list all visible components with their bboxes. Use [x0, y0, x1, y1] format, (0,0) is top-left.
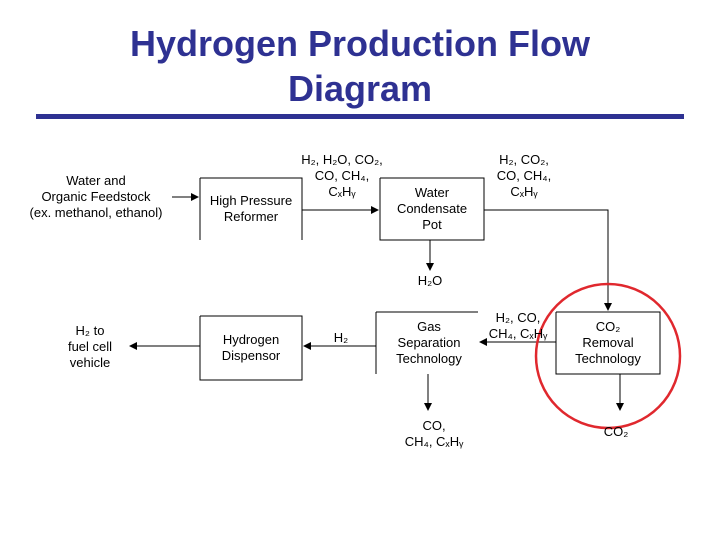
- vehicle-line-3: vehicle: [69, 355, 111, 370]
- reformer-line-2: Reformer: [223, 209, 279, 224]
- pot-line-2: Condensate: [396, 201, 468, 216]
- co2-removal-line-3: Technology: [575, 351, 641, 366]
- vehicle-line-1: H₂ to: [75, 323, 105, 338]
- reformer-output-stream: [294, 152, 390, 200]
- co2-in-line-2: CH₄, CₓHᵧ: [488, 326, 548, 341]
- dispenser-label: [200, 316, 302, 380]
- co2-removal-line-1: CO₂: [595, 319, 621, 334]
- separation-line-3: Technology: [396, 351, 462, 366]
- reformer-label: [200, 178, 302, 240]
- pot-output-stream: [484, 152, 564, 200]
- dispenser-line-1: Hydrogen: [222, 332, 280, 347]
- feedstock-line-1: Water and: [66, 173, 126, 188]
- condensate-pot-label: [380, 178, 484, 240]
- co2-removal-line-2: Removal: [582, 335, 634, 350]
- vehicle-line-2: fuel cell: [67, 339, 113, 354]
- separation-line-1: Gas: [417, 319, 441, 334]
- vehicle-label: [50, 320, 130, 374]
- gas-separation-label: [378, 312, 480, 374]
- co2-in-line-1: H₂, CO,: [495, 310, 541, 325]
- separation-output-stream: [396, 418, 472, 450]
- co2-removal-input-stream: [482, 310, 554, 342]
- pot-out-line-1: H₂, CO₂,: [499, 152, 549, 167]
- pot-line-1: Water: [414, 185, 450, 200]
- reformer-out-line-3: CₓHᵧ: [328, 184, 356, 199]
- separation-out-line-1: CO,: [422, 418, 446, 433]
- page-title-line2: Diagram: [287, 68, 433, 109]
- separation-out-line-2: CH₄, CₓHᵧ: [404, 434, 464, 449]
- reformer-out-line-1: H₂, H₂O, CO₂,: [301, 152, 383, 167]
- feedstock-label: [16, 170, 176, 224]
- co2-removal-label: [556, 312, 660, 374]
- feedstock-line-3: (ex. methanol, ethanol): [29, 205, 163, 220]
- dispenser-line-2: Dispensor: [221, 348, 281, 363]
- reformer-out-line-2: CO, CH₄,: [314, 168, 370, 183]
- pot-out-line-2: CO, CH₄,: [496, 168, 552, 183]
- pot-line-3: Pot: [422, 217, 442, 232]
- water-output-stream: H₂O: [417, 273, 443, 288]
- separation-line-2: Separation: [397, 335, 461, 350]
- feedstock-line-2: Organic Feedstock: [41, 189, 151, 204]
- h2-to-dispenser-stream: H₂: [333, 330, 349, 345]
- page-title: Hydrogen Production Flow: [130, 23, 590, 64]
- pot-out-line-3: CₓHᵧ: [510, 184, 538, 199]
- pot-to-co2-removal-arrow: [484, 210, 608, 310]
- reformer-line-1: High Pressure: [209, 193, 293, 208]
- co2-output-stream: CO₂: [603, 424, 629, 439]
